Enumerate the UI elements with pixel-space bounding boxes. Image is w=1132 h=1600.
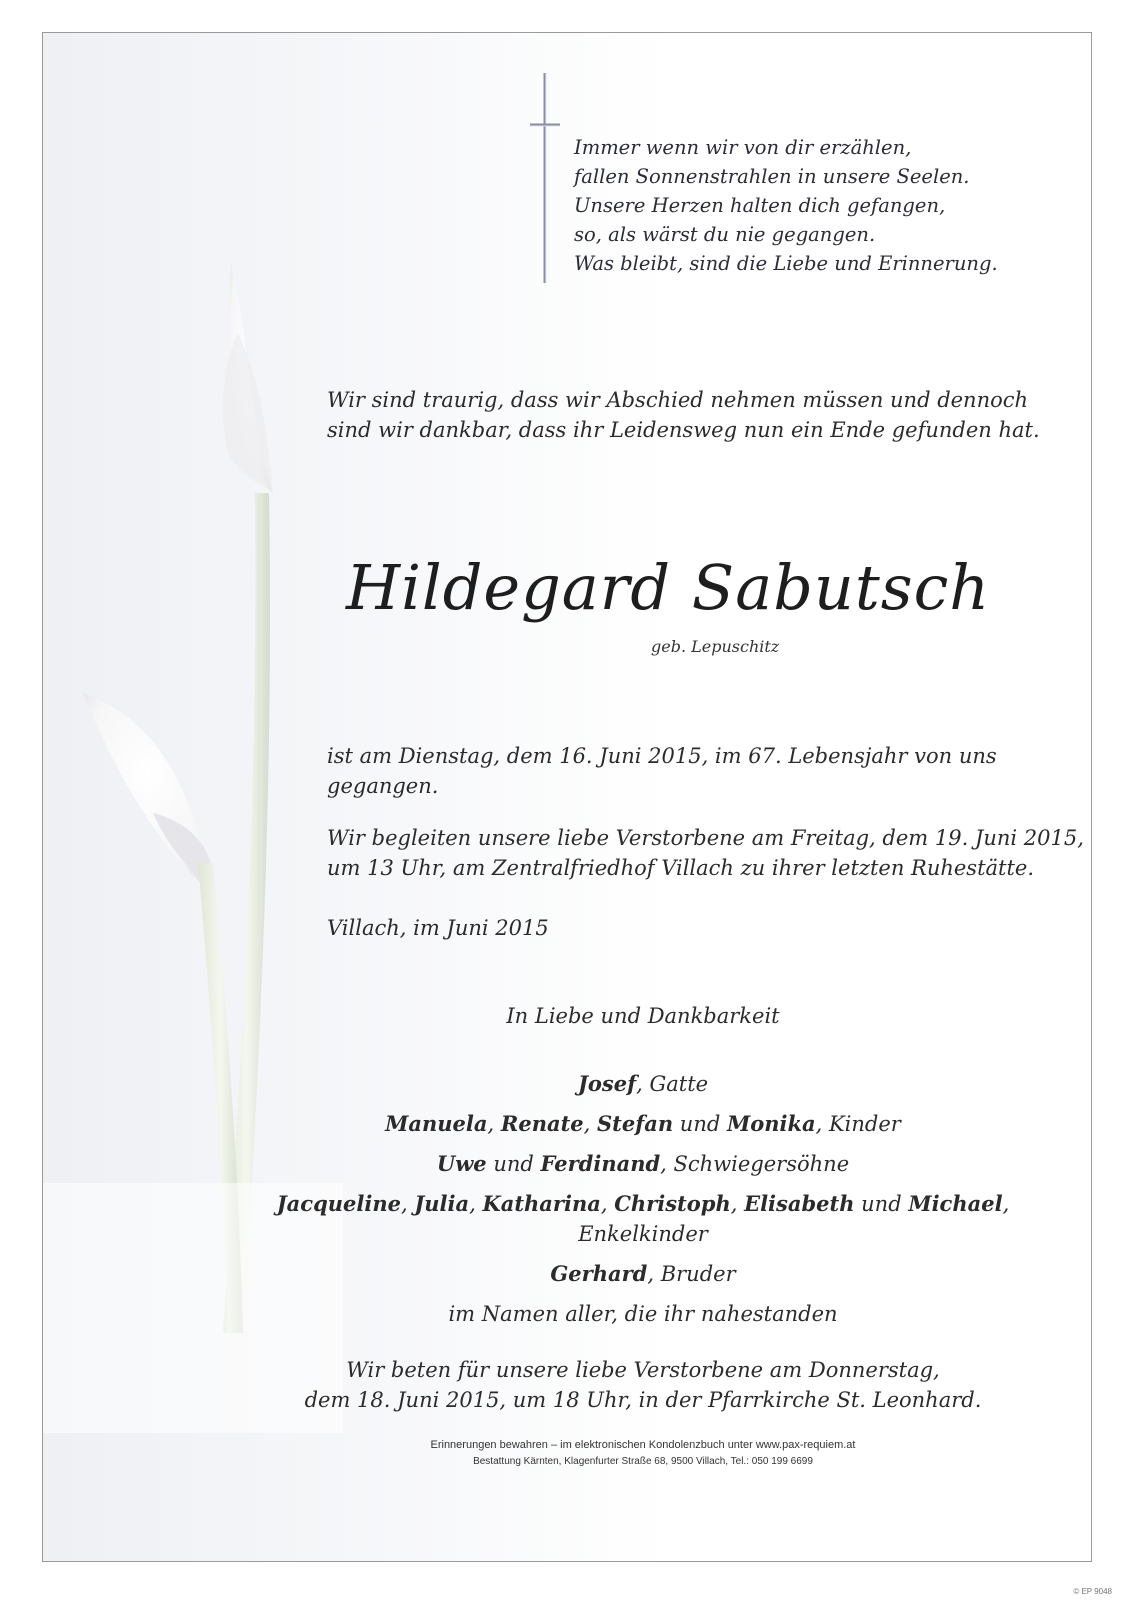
mourner-grandchildren: Jacqueline, Julia, Katharina, Christoph, Elisabeth und Michael, [276, 1191, 1010, 1216]
death-notice-line: gegangen. [327, 774, 439, 798]
prayer-notice-line: dem 18. Juni 2015, um 18 Uhr, in der Pfarrkirche St. Leonhard. [304, 1388, 982, 1412]
poem-line: Was bleibt, sind die Liebe und Erinnerung. [574, 252, 998, 275]
mourner-children: Manuela, Renate, Stefan und Monika, Kinder [385, 1111, 901, 1136]
poem-line: Immer wenn wir von dir erzählen, [574, 136, 912, 159]
poem-line: Unsere Herzen halten dich gefangen, [574, 194, 946, 217]
mourner-brother: Gerhard, Bruder [550, 1261, 736, 1286]
death-notice [327, 741, 997, 801]
funeral-line: um 13 Uhr, am Zentralfriedhof Villach zu ihrer letzten Ruhestätte. [327, 856, 1035, 880]
intro-text [327, 385, 1040, 445]
intro-line: sind wir dankbar, dass ihr Leidensweg nun ein Ende gefunden hat. [327, 418, 1040, 442]
poem-line: fallen Sonnenstrahlen in unsere Seelen. [574, 165, 970, 188]
funeral-line: Wir begleiten unsere liebe Verstorbene am Freitag, dem 19. Juni 2015, [327, 826, 1084, 850]
birth-name: geb. Lepuschitz [651, 637, 780, 656]
cross-icon [530, 73, 560, 283]
mourner-all: im Namen aller, die ihr nahestanden [448, 1302, 838, 1326]
mourner-sons-in-law: Uwe und Ferdinand, Schwiegersöhne [436, 1151, 850, 1176]
death-notice-line: ist am Dienstag, dem 16. Juni 2015, im 67. Lebensjahr von uns [327, 744, 997, 768]
footer-condolence: Erinnerungen bewahren – im elektronischen Kondolenzbuch unter www.pax-requiem.at [430, 1439, 856, 1451]
obituary-card [42, 32, 1092, 1562]
place-date: Villach, im Juni 2015 [327, 916, 549, 940]
poem-line: so, als wärst du nie gegangen. [574, 223, 876, 246]
deceased-name: Hildegard Sabutsch [346, 551, 991, 624]
memorial-poem [574, 133, 998, 278]
prayer-notice-line: Wir beten für unsere liebe Verstorbene am Donnerstag, [346, 1358, 940, 1382]
mourner-grandchildren-role: Enkelkinder [578, 1222, 708, 1246]
closing-phrase: In Liebe und Dankbarkeit [506, 1004, 780, 1028]
document-code: © EP 9048 [1073, 1587, 1112, 1596]
funeral-notice [327, 823, 1084, 883]
intro-line: Wir sind traurig, dass wir Abschied nehmen müssen und dennoch [327, 388, 1029, 412]
footer-address: Bestattung Kärnten, Klagenfurter Straße 68, 9500 Villach, Tel.: 050 199 6699 [473, 1456, 813, 1467]
mourner-husband: Josef, Gatte [577, 1071, 709, 1096]
